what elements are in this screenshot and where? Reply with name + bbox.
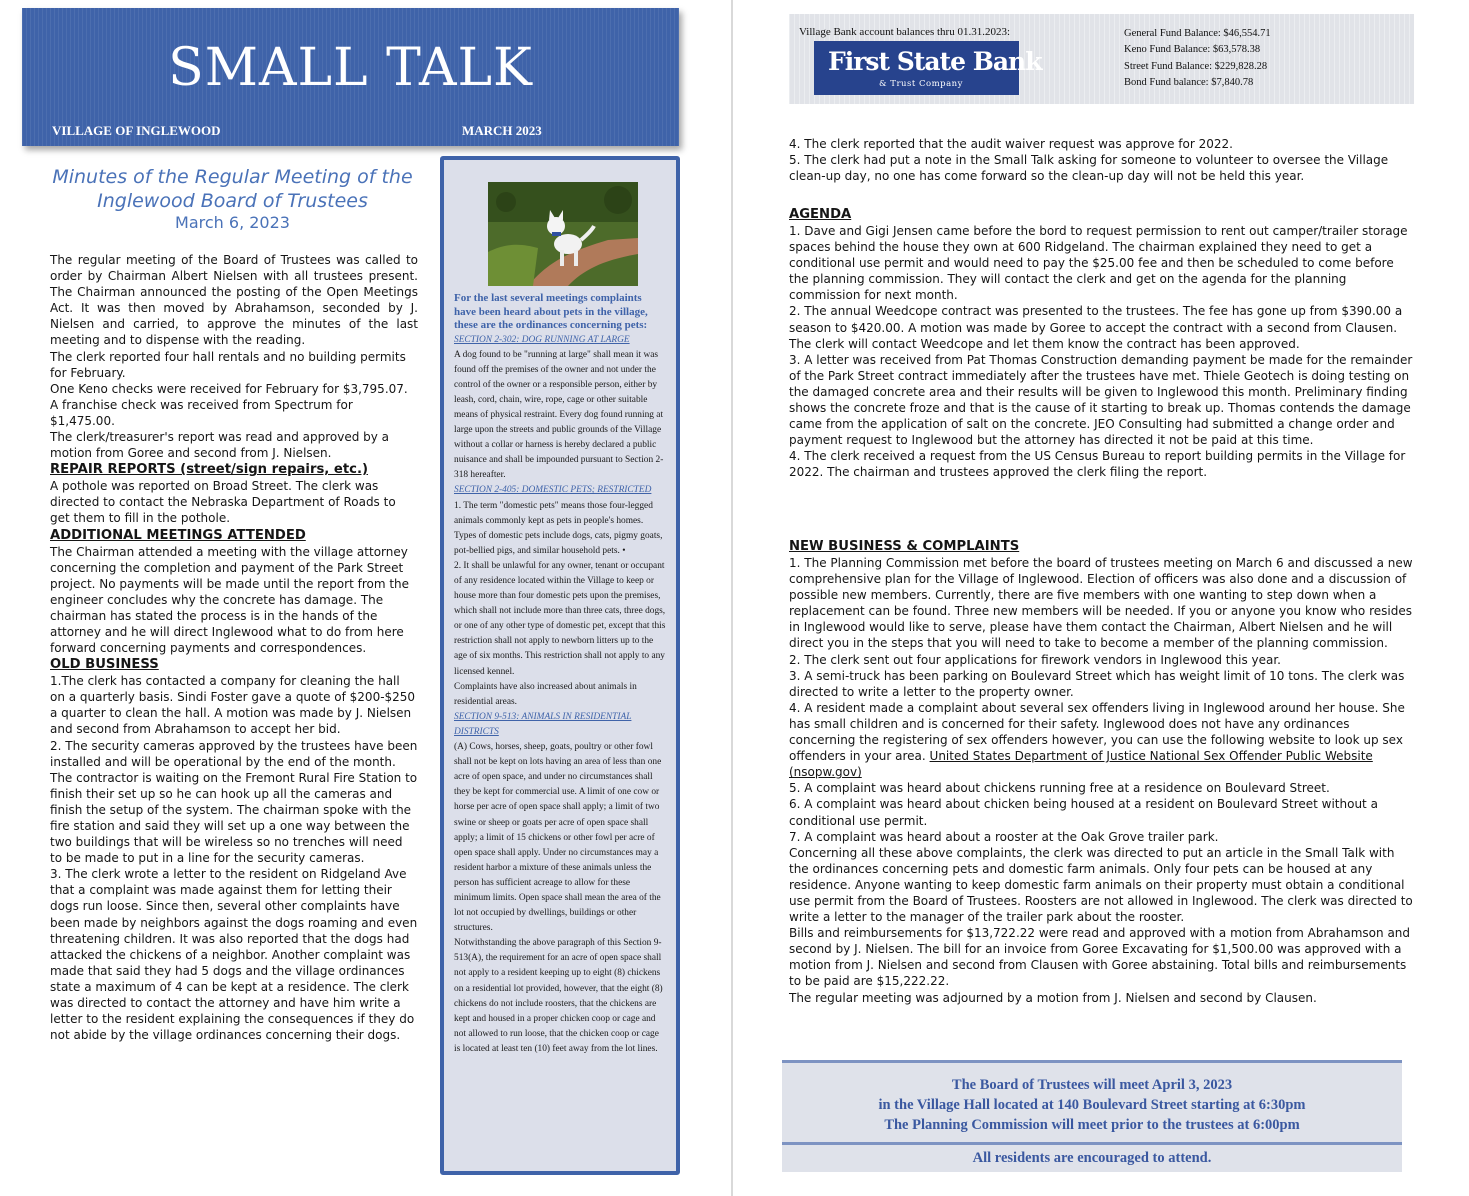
new-business-item: 6. A complaint was heard about chicken being housed at a resident on Boulevard Street without a conditional use permit. bbox=[789, 797, 1378, 828]
franchise-report: A franchise check was received from Spectrum for $1,475.00. bbox=[50, 397, 353, 428]
ordinance-title-2-405: SECTION 2-405: DOMESTIC PETS; RESTRICTED bbox=[454, 485, 652, 496]
old-business-item: 2. The security cameras approved by the trustees have been installed and will be operational by the end of the month. The contractor is waiting on the Fremont Rural Fire Station to finish their set up so he can hook up all the cameras and finish the setup of the system. The chairman spoke with the fire station and said they will set up a one way between the two buildings that will be wireless so no trenches will need to be made to put in a line for the security cameras. bbox=[50, 738, 418, 866]
ordinance-title-2-302: SECTION 2-302: DOG RUNNING AT LARGE bbox=[454, 334, 630, 345]
complaints-summary: Concerning all these above complaints, the clerk was directed to put an article in the Small Talk with the ordinances concerning pets and domestic farm animals. Only four pets can be housed at any residence. Anyone wanting to keep domestic farm animals on their property must obtain a conditional use permit from the Board of Trustees. Roosters are not allowed in Inglewood. The clerk was directed to write a letter to the manager of the trailer park about the rooster. bbox=[789, 845, 1413, 925]
new-business-item: 7. A complaint was heard about a rooster at the Oak Grove trailer park. bbox=[789, 829, 1219, 844]
next-meeting-notice bbox=[782, 1060, 1402, 1172]
new-business-item-text: 4. A resident made a complaint about several sex offenders living in Inglewood around her house. She has small children and is concerned for their safety. Inglewood does not have any ordinances concerning the registering of sex offenders however, you can use the following website to look up sex offenders in your area. bbox=[789, 700, 1405, 764]
agenda-heading: AGENDA bbox=[789, 207, 852, 222]
bank-balances-banner bbox=[789, 14, 1414, 104]
new-business-item: 1. The Planning Commission met before the board of trustees meeting on March 6 and discussed a new comprehensive plan for the Village of Inglewood. Election of officers was also done and a discussion of possible new members. Currently, there are five members with one wanting to step down when a replacement can be found. Three new members will be needed. If you or anyone you know who resides in Inglewood would like to serve, please have them contact the Chairman, Albert Nielsen and he will direct you in the steps that you will need to take to become a member of the planning commission. bbox=[789, 556, 1413, 651]
old-business-item: 4. The clerk reported that the audit waiver request was approve for 2022. bbox=[789, 137, 1233, 151]
additional-meetings-text: The Chairman attended a meeting with the village attorney concerning the completion and payment of the Park Street project. No payments will be made until the report from the engineer concludes why the concrete has damage. The chairman has stated the process is in the hands of the attorney and he will direct Inglewood what to do from here forward concerning payments and correspondences. bbox=[50, 544, 410, 656]
notice-line: in the Village Hall located at 140 Boulevard Street starting at 6:30pm bbox=[878, 1097, 1306, 1113]
minutes-body bbox=[50, 252, 418, 1043]
page-divider bbox=[731, 0, 733, 1196]
ordinance-text-9-513: (A) Cows, horses, sheep, goats, poultry or other fowl shall not be kept on lots having an area of less than one acre of open space, and under no circumstances shall they be kept for commercial use. A limit of one cow or horse per acre of open space shall apply; a limit of two swine or sheep or goats per acre of open space shall apply; a limit of 15 chickens or other fowl per acre of open space shall apply. Under no circumstances may a resident harbor a mixture of these animals unless the person has sufficient acreage to allow for these minimum limits. Open space shall mean the area of the lot not occupied by dwellings, buildings or other structures. bbox=[454, 742, 662, 934]
repair-reports-text: A pothole was reported on Broad Street. The clerk was directed to contact the Nebraska Department of Roads to get them to fill in the pothole. bbox=[50, 479, 396, 526]
repair-reports-heading: REPAIR REPORTS (street/sign repairs, etc.) bbox=[50, 462, 369, 478]
agenda-item: 3. A letter was received from Pat Thomas Construction demanding payment be made for the remainder of the Park Street contract immediately after the trustees have met. Thiele Geotech is doing testing on the damaged concrete area and their results will be given to Inglewood this month. Preliminary finding shows the concrete froze and that is the cause of it starting to break up. Thomas contends the damage came from the application of salt on the concrete. JEO Consulting had submitted a change order and payment request to Inglewood but the attorney has directed it not be paid at this time. bbox=[789, 352, 1413, 448]
minutes-heading-line1: Minutes of the Regular Meeting of the bbox=[52, 166, 413, 188]
fund-balance-line: Street Fund Balance: $229,828.28 bbox=[1124, 60, 1268, 72]
issue-date: MARCH 2023 bbox=[462, 123, 542, 138]
fund-balance-line: Bond Fund balance: $7,840.78 bbox=[1124, 76, 1254, 88]
minutes-heading bbox=[45, 165, 420, 213]
bank-logo-name: First State Bank bbox=[828, 47, 1042, 76]
notice-attend-line: All residents are encouraged to attend. bbox=[972, 1150, 1212, 1166]
old-business-item: 5. The clerk had put a note in the Small Talk asking for someone to volunteer to oversee the Village clean-up day, no one has come forward so the clean-up day will not be held this year. bbox=[789, 153, 1389, 184]
village-name: VILLAGE OF INGLEWOOD bbox=[52, 123, 221, 138]
agenda-item: 1. Dave and Gigi Jensen came before the bord to request permission to rent out camper/trailer storage spaces behind the house they own at 600 Ridgeland. The chairman explained they need to get a conditional use permit and would need to pay the $25.00 fee and then be scheduled to come before the planning commission. They will contact the clerk and get on the agenda for the planning commission for next month. bbox=[789, 224, 1408, 303]
new-business-section bbox=[789, 538, 1414, 1006]
dog-photo bbox=[488, 182, 638, 286]
ordinance-title-9-513: SECTION 9-513: ANIMALS IN RESIDENTIAL DISTRICTS bbox=[454, 711, 632, 737]
old-business-heading: OLD BUSINESS bbox=[50, 657, 159, 673]
pet-ordinances-sidebar bbox=[440, 156, 680, 1175]
bills-paragraph: Bills and reimbursements for $13,722.22 were read and approved with a motion from Abrahamson and second by J. Nielsen. The bill for an invoice from Goree Excavating for $1,500.00 was approved with a motion from J. Nielsen and second from Clausen with Goree abstaining. Total bills and reimbursements to be paid are $15,222.22. bbox=[789, 926, 1411, 989]
notice-divider bbox=[782, 1142, 1402, 1145]
complaints-note: Complaints have also increased about animals in residential areas. bbox=[454, 681, 637, 707]
bank-logo bbox=[814, 41, 1042, 95]
ordinance-exception-9-513: Notwithstanding the above paragraph of this Section 9-513(A), the requirement for an acre of open space shall not apply to a resident keeping up to eight (8) chickens on a residential lot provided, however, that the eight (8) chickens do not include roosters, that the chickens are kept and housed in a proper chicken coop or cage and not allowed to run loose, that the chicken coop or cage is located at least ten (10) feet away from the lot lines. bbox=[454, 938, 663, 1054]
notice-line: The Planning Commission will meet prior to the trustees at 6:00pm bbox=[884, 1117, 1300, 1133]
old-business-item: 1.The clerk has contacted a company for cleaning the hall on a quarterly basis. Sindi Foster gave a quote of $200-$250 a quarter to clean the hall. A motion was made by J. Nielsen and second from Abrahamson to accept her bid. bbox=[50, 674, 416, 737]
bank-caption: Village Bank account balances thru 01.31.2023: bbox=[799, 26, 1011, 38]
new-business-item: 5. A complaint was heard about chickens running free at a residence on Boulevard Street. bbox=[789, 781, 1330, 796]
sidebar-intro: For the last several meetings complaints have been heard about pets in the village, these are the ordinances concerning pets: bbox=[454, 292, 648, 331]
sidebar-ordinances bbox=[454, 333, 666, 1058]
hall-rentals: The clerk reported four hall rentals and no building permits for February. bbox=[50, 349, 406, 380]
bank-logo-subtitle: & Trust Company bbox=[879, 79, 963, 89]
ordinance-text-2-405-p2: 2. It shall be unlawful for any owner, tenant or occupant of any residence located within the Village to keep or house more than four domestic pets upon the premises, which shall not include more than three cats, three dogs, or one of any other type of domestic pet, except that this restriction shall not apply to newborn litters up to the age of six months. This restriction shall not apply to any licensed kennel. bbox=[454, 560, 666, 677]
minutes-heading-line2: Inglewood Board of Trustees bbox=[97, 190, 368, 212]
fund-balance-line: Keno Fund Balance: $63,578.38 bbox=[1124, 44, 1261, 56]
nsopw-link[interactable]: United States Department of Justice National Sex Offender Public Website (nsopw.gov) bbox=[789, 749, 1373, 780]
keno-report: One Keno checks were received for February for $3,795.07. bbox=[50, 381, 408, 396]
adjournment: The regular meeting was adjourned by a motion from J. Nielsen and second by Clausen. bbox=[789, 990, 1317, 1005]
newsletter-title: SMALL TALK bbox=[168, 38, 533, 98]
additional-meetings-heading: ADDITIONAL MEETINGS ATTENDED bbox=[50, 527, 306, 543]
ordinance-text-2-302: A dog found to be "running at large" shall mean it was found off the premises of the owner and not under the control of the owner or a responsible person, either by leash, cord, chain, wire, rope, cage or other suitable means of physical restraint. Every dog found running at large upon the streets and public grounds of the Village without a collar or harness is hereby declared a public nuisance and shall be impounded pursuant to Section 2-318 hereafter. bbox=[454, 349, 664, 481]
new-business-item: 3. A semi-truck has been parking on Boulevard Street which has weight limit of 10 tons. The clerk was directed to write a letter to the property owner. bbox=[789, 668, 1405, 699]
opening-paragraph: The regular meeting of the Board of Trustees was called to order by Chairman Albert Nielsen with all trustees present. The Chairman announced the posting of the Open Meetings Act. It was then moved by Abrahamson, seconded by J. Nielsen and carried, to approve the minutes of the last meeting and to dispense with the reading. bbox=[50, 253, 418, 348]
old-business-continued bbox=[789, 136, 1414, 184]
notice-text bbox=[782, 1075, 1402, 1135]
agenda-item: 4. The clerk received a request from the US Census Bureau to report building permits in the Village for 2022. The chairman and trustees approved the clerk filing the report. bbox=[789, 449, 1406, 480]
ordinance-text-2-405-p1: 1. The term "domestic pets" means those four-legged animals commonly kept as pets in people's homes. Types of domestic pets include dogs, cats, pigmy goats, pot-bellied pigs, and similar household pets. • bbox=[454, 500, 663, 556]
agenda-item: 2. The annual Weedcope contract was presented to the trustees. The fee has gone up from $390.00 a season to $420.00. A motion was made by Goree to accept the contract with a second from Clausen. The clerk will contact Weedcope and let them know the contract has been approved. bbox=[789, 304, 1403, 351]
dog-photo-illustration bbox=[488, 182, 638, 286]
agenda-section bbox=[789, 206, 1414, 481]
treasurer-report: The clerk/treasurer's report was read and approved by a motion from Goree and second from J. Nielsen. bbox=[50, 430, 390, 461]
notice-line: The Board of Trustees will meet April 3, 2023 bbox=[951, 1077, 1233, 1093]
fund-balance-line: General Fund Balance: $46,554.71 bbox=[1124, 28, 1271, 39]
new-business-item bbox=[789, 700, 1414, 780]
minutes-date: March 6, 2023 bbox=[175, 213, 290, 232]
new-business-heading: NEW BUSINESS & COMPLAINTS bbox=[789, 539, 1020, 554]
old-business-item: 3. The clerk wrote a letter to the resident on Ridgeland Ave that a complaint was made against them for letting their dogs run loose. Since then, several other complaints have been made by neighbors against the dogs roaming and even threatening children. It was also reported that the dogs had attacked the chickens of a neighbor. Another complaint was made that said they had 5 dogs and the village ordinances state a maximum of 4 can be kept at a residence. The clerk was directed to contact the attorney and have him write a letter to the resident explaining the consequences if they do not abide by the village ordinances concerning their dogs. bbox=[50, 867, 418, 1043]
new-business-item: 2. The clerk sent out four applications for firework vendors in Inglewood this year. bbox=[789, 652, 1281, 667]
fund-balances bbox=[1124, 26, 1271, 91]
masthead bbox=[22, 8, 679, 146]
